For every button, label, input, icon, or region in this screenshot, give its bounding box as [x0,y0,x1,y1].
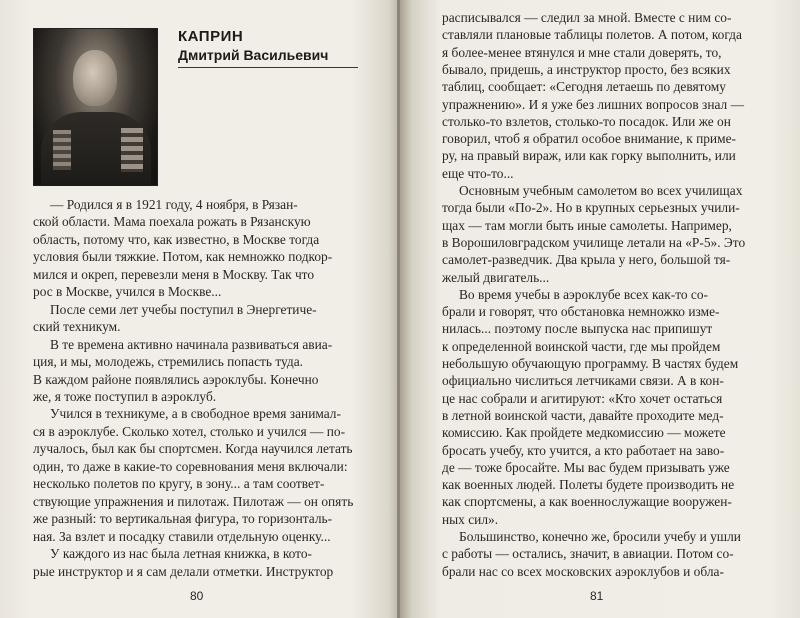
heading-rule [178,67,358,68]
text-line: ставляли плановые таблицы полетов. А потом, когда [442,27,742,43]
text-line: как спортсмены, а как военнослужащие вооружен- [442,494,732,510]
text-line: один, то даже в какие-то соревнования меня включали: [33,458,348,474]
text-line: еще что-то... [442,165,514,181]
text-line: к определенной воинской части, где мы пройдем [442,338,721,354]
text-line: щах — там могли быть иные самолеты. Например, [442,217,732,233]
text-line: ся в аэроклубе. Сколько хотел, столько и учился — по- [33,423,346,439]
text-line: ных сил». [442,511,499,527]
photo-medals [53,130,71,170]
text-line: лучалось, был как бы спортсмен. Когда научился летать [33,441,353,457]
text-line: с работы — остались, значит, в авиации. Потом со- [442,546,734,562]
text-line: в Ворошиловградском училище летали на «Р-5». Это [442,234,746,250]
text-line: — Родился я в 1921 году, 4 ноября, в Рязан- [50,197,298,212]
text-line: брали нас со всех московских аэроклубов и обла- [442,563,724,579]
text-line: мился и окреп, перевезли меня в Москву. Так что [33,266,315,282]
text-line: ской области. Мама поехала рожать в Рязанскую [33,214,311,230]
text-line: самолет-разведчик. Два крыла у него, большой тя- [442,252,731,268]
text-line: упражнению». И я уже без лишних вопросов знал — [442,96,744,112]
text-line: Основным учебным самолетом во всех училищах [459,183,743,199]
page-number-left: 80 [190,589,204,603]
text-line: расписывался — следил за мной. Вместе с ним со- [442,10,732,25]
text-line: как военных людей. Полеты будете производить не [442,477,735,493]
text-line: нилась... поэтому после выпуска нас припишут [442,321,713,337]
text-line: тогда были «По-2». Но в крупных серьезных учили- [442,200,740,216]
text-line: область, потому что, как известно, в Москве тогда [33,231,320,247]
text-line: ная. За взлет и посадку ставили отдельную оценку... [33,528,331,544]
text-line: Учился в техникуме, а в свободное время занимал- [50,406,341,422]
text-line: ский техникум. [33,319,121,335]
text-line: небольшую обучающую программу. В частях будем [442,356,739,372]
text-line: После семи лет учебы поступил в Энергетиче- [50,301,317,317]
surname: КАПРИН [178,28,244,45]
text-line: Во время учебы в аэроклубе всех как-то со- [459,286,709,302]
text-line: брали и говорят, что обстановка немножко изме- [442,304,720,320]
text-line: де — тоже бросайте. Мы вас будем призывать уже [442,459,730,475]
text-line: желый двигатель... [442,269,550,285]
text-line: В те времена активно начинала развиваться авиа- [50,336,333,352]
text-line: бывало, придешь, а инструктор просто, без всяких [442,61,731,77]
text-line: У каждого из нас была летная книжка, в кото- [50,546,312,562]
given-names: Дмитрий Васильевич [178,47,329,63]
text-line: комиссию. Как пройдете медкомиссию — можете [442,425,726,441]
text-line: в летной воинской части, давайте проходите мед- [442,407,724,423]
text-line: це нас собрали и агитируют: «Кто хочет остаться [442,390,723,406]
text-line: рос в Москве, учился в Москве... [33,284,222,300]
text-line: ция, и мы, молодежь, стремились попасть туда. [33,354,303,370]
text-line: официально числиться летчиками связи. А в кон- [442,373,724,389]
text-line: бросать учебу, кто учится, а кто работает на заво- [442,442,725,458]
portrait-photo [33,28,158,186]
text-line: несколько полетов по кругу, в зону... а там соответ- [33,476,325,492]
text-line: столько-то взлетов, столько-то посадок. Или же он [442,113,731,129]
photo-face [73,50,117,106]
text-line: В каждом районе появлялись аэроклубы. Конечно [33,371,319,387]
photo-medals-right [121,128,143,172]
text-line: Большинство, конечно же, бросили учебу и ушли [459,529,741,545]
right-page [400,0,800,618]
text-line: я более-менее втянулся и мне стали доверять, то, [442,44,722,60]
text-line: таблиц, сообщает: «Сегодня летаешь по девятому [442,79,726,95]
text-line: же, я тоже поступил в аэроклуб. [33,389,217,404]
page-number-right: 81 [590,589,604,603]
text-line: условия были тяжкие. Потом, как немножко подкор- [33,249,333,265]
text-line: рые инструктор и я сам делали отметки. Инструктор [33,563,334,579]
text-line: ствующие упражнения и пилотаж. Пилотаж — он опять [33,493,354,509]
text-line: же разный: то вертикальная фигура, то горизонталь- [33,511,333,527]
text-line: говорил, чтоб я обратил особое внимание, к приме- [442,131,736,147]
name-heading [178,28,358,63]
text-line: ру, на правый вираж, или как горку выполнить, или [442,148,736,164]
